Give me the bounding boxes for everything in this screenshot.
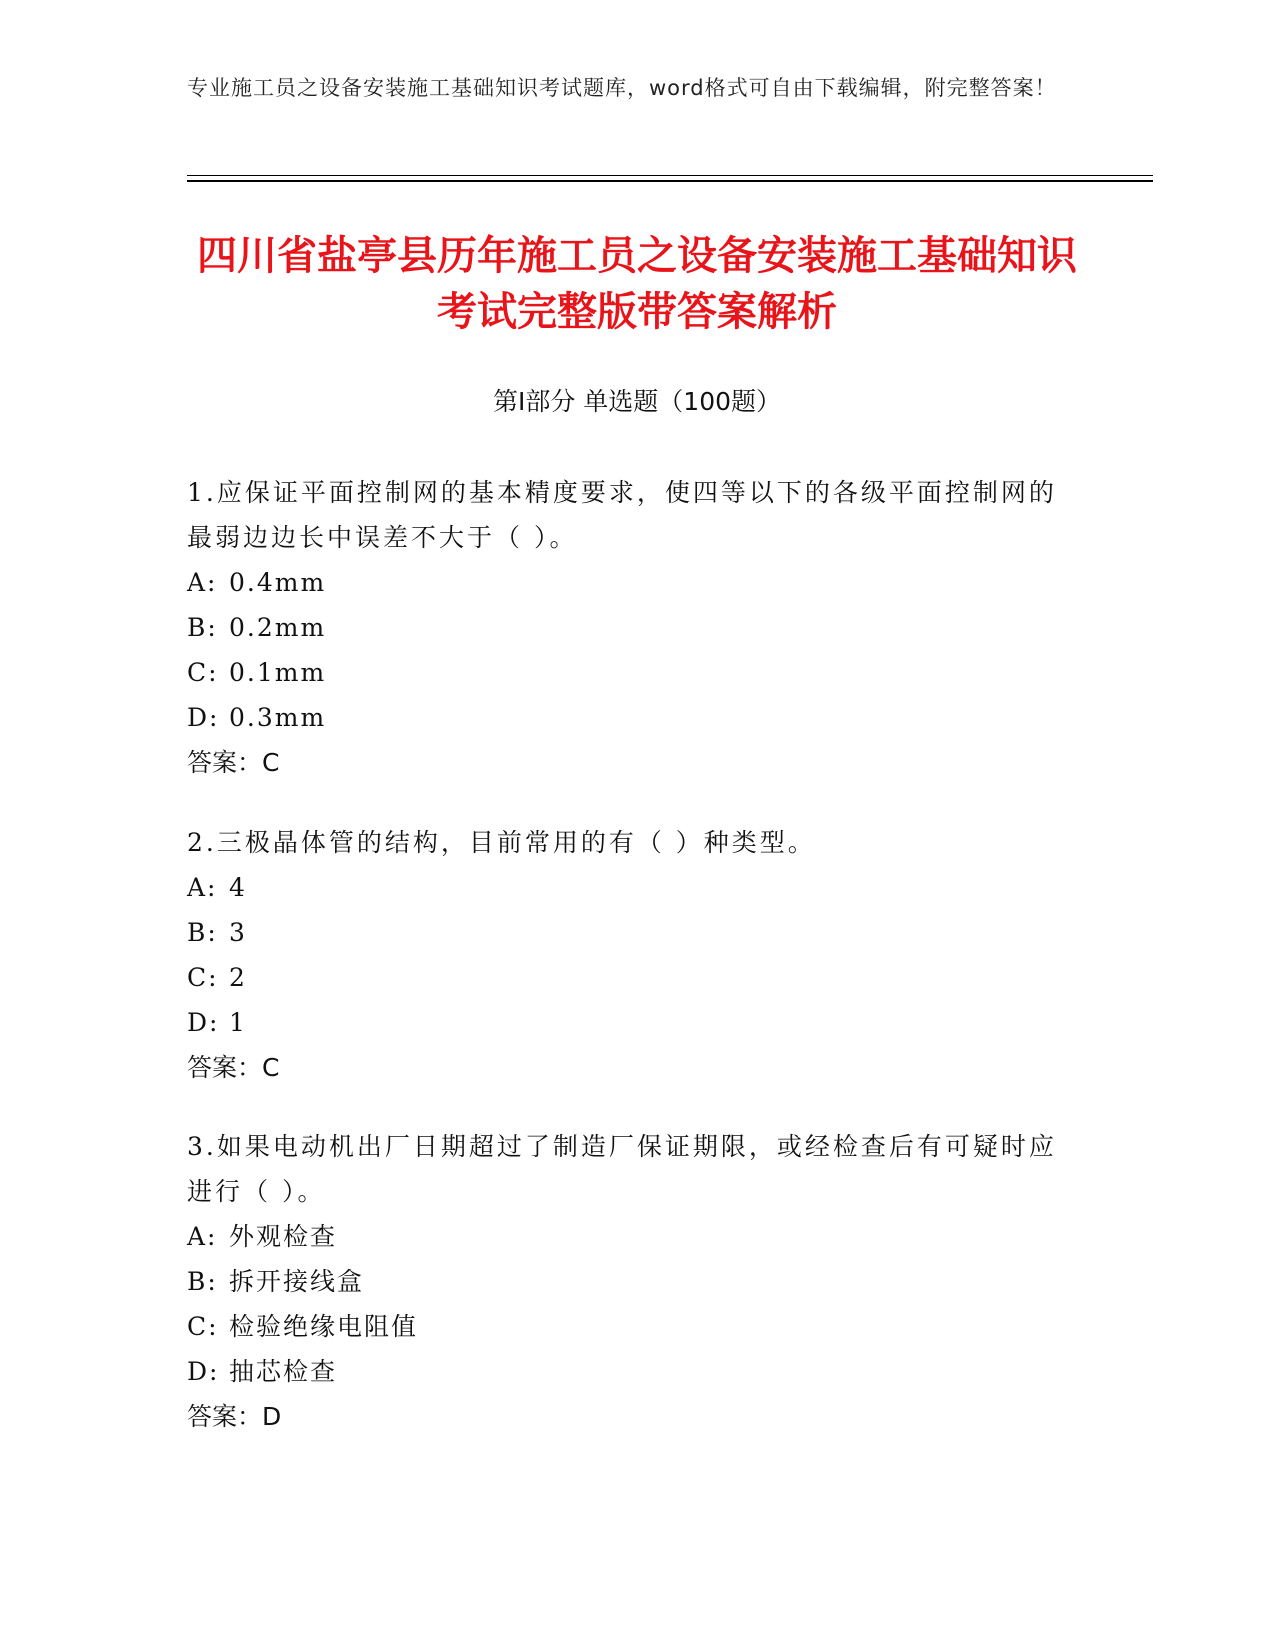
- question-stem: 2.三极晶体管的结构，目前常用的有（ ）种类型。: [187, 828, 816, 857]
- option-a: [187, 865, 1067, 910]
- option-a: [187, 1214, 1067, 1259]
- question-2: [187, 820, 1067, 1090]
- option-text: 3: [229, 918, 247, 947]
- option-key: D:: [187, 1357, 220, 1386]
- option-key: B:: [187, 613, 218, 642]
- option-text: 外观检查: [229, 1222, 338, 1251]
- option-b: [187, 605, 1067, 650]
- option-key: B:: [187, 1267, 218, 1296]
- answer-line: [187, 1394, 1067, 1439]
- header-note: 专业施工员之设备安装施工基础知识考试题库，word格式可自由下载编辑，附完整答案！: [187, 76, 1057, 100]
- answer-value: C: [262, 1053, 280, 1082]
- question-1: [187, 470, 1067, 785]
- option-c: [187, 955, 1067, 1000]
- option-text: 4: [229, 873, 247, 902]
- header-divider-thin: [187, 175, 1153, 176]
- option-key: A:: [187, 1222, 218, 1251]
- option-text: 2: [229, 963, 247, 992]
- option-text: 0.4mm: [229, 568, 327, 597]
- question-stem: 3.如果电动机出厂日期超过了制造厂保证期限，或经检查后有可疑时应进行（ ）。: [187, 1132, 1057, 1206]
- option-c: [187, 650, 1067, 695]
- answer-value: D: [262, 1402, 282, 1431]
- option-key: C:: [187, 658, 219, 687]
- question-3: [187, 1124, 1067, 1439]
- answer-line: [187, 1045, 1067, 1090]
- option-d: [187, 1349, 1067, 1394]
- option-d: [187, 1000, 1067, 1045]
- option-key: C:: [187, 1312, 219, 1341]
- answer-label: 答案：: [187, 1402, 263, 1431]
- option-text: 0.2mm: [229, 613, 327, 642]
- option-text: 拆开接线盒: [229, 1267, 365, 1296]
- option-key: B:: [187, 918, 218, 947]
- option-key: C:: [187, 963, 219, 992]
- option-key: D:: [187, 703, 220, 732]
- answer-label: 答案：: [187, 748, 263, 777]
- section-title: 第Ⅰ部分 单选题（100题）: [492, 387, 782, 416]
- header-divider-thick: [187, 180, 1153, 182]
- option-c: [187, 1304, 1067, 1349]
- option-key: D:: [187, 1008, 220, 1037]
- question-stem: 1.应保证平面控制网的基本精度要求，使四等以下的各级平面控制网的最弱边边长中误差不大于（ ）。: [187, 478, 1057, 552]
- option-b: [187, 910, 1067, 955]
- option-text: 0.1mm: [229, 658, 327, 687]
- option-text: 0.3mm: [229, 703, 327, 732]
- option-d: [187, 695, 1067, 740]
- option-key: A:: [187, 873, 218, 902]
- option-text: 抽芯检查: [229, 1357, 338, 1386]
- option-a: [187, 560, 1067, 605]
- option-key: A:: [187, 568, 218, 597]
- document-title: 四川省盐亭县历年施工员之设备安装施工基础知识考试完整版带答案解析: [197, 233, 1077, 335]
- answer-value: C: [262, 748, 280, 777]
- option-text: 1: [229, 1008, 247, 1037]
- option-b: [187, 1259, 1067, 1304]
- option-text: 检验绝缘电阻值: [229, 1312, 419, 1341]
- answer-line: [187, 740, 1067, 785]
- answer-label: 答案：: [187, 1053, 263, 1082]
